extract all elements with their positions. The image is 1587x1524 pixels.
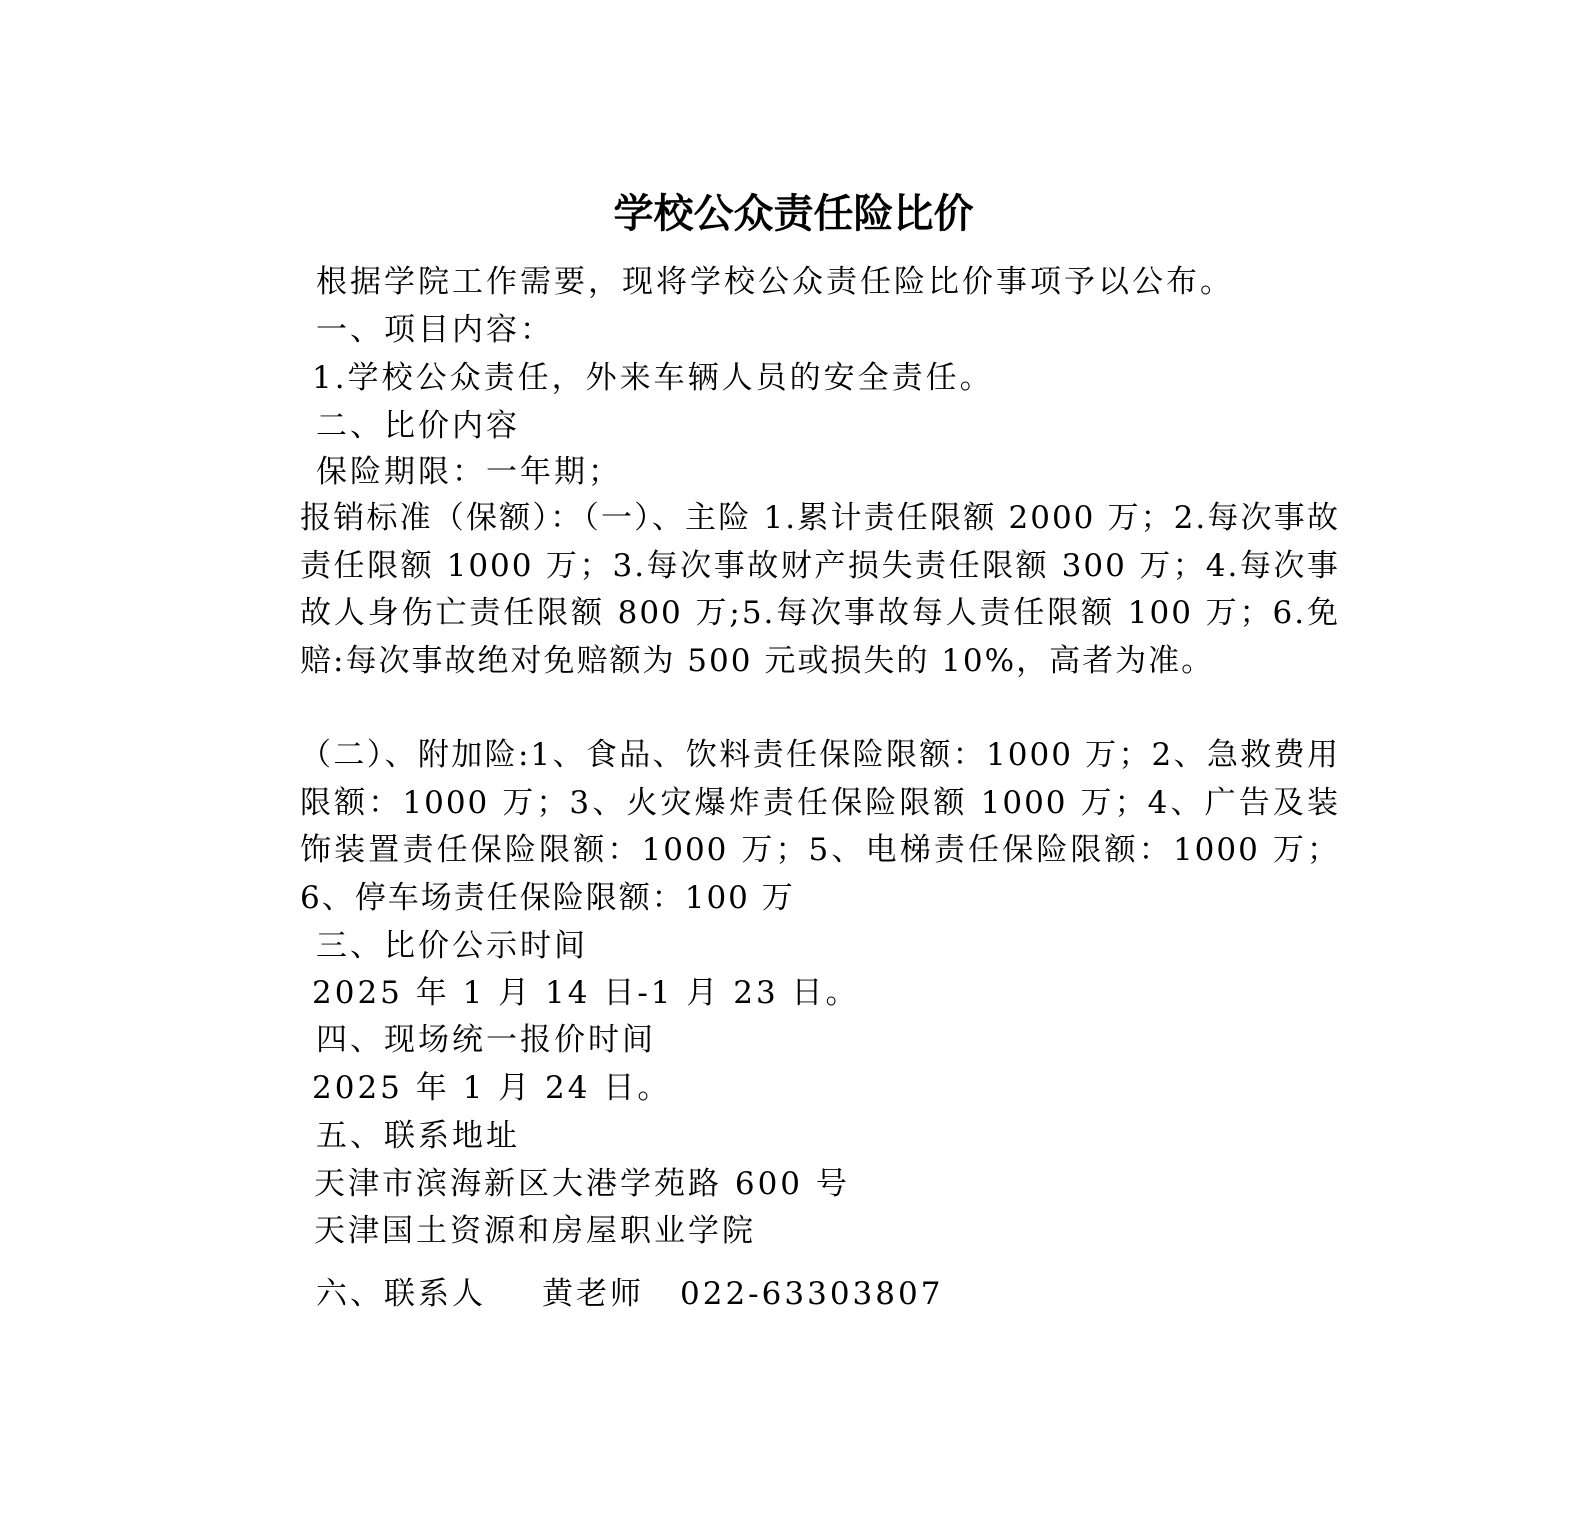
- section-1-heading: 一、项目内容：: [316, 312, 554, 348]
- section-1-item-1: 1.学校公众责任，外来车辆人员的安全责任。: [312, 360, 994, 396]
- intro-text: 根据学院工作需要，现将学校公众责任险比价事项予以公布。: [316, 264, 1234, 300]
- main-coverage-paragraph: 报销标准（保额）：（一）、主险 1.累计责任限额 2000 万；2.每次事故责任限额 1000 万；3.每次事故财产损失责任限额 300 万；4.每次事故人身伤亡责任限额 800 万;5.每次事故每人责任限额 100 万；6.免赔:每次事故绝对免赔额为 500 元或损失的 10%，高者为准。: [300, 500, 1340, 679]
- section-4-heading: 四、现场统一报价时间: [316, 1022, 656, 1058]
- section-5-heading: 五、联系地址: [316, 1118, 520, 1154]
- section-2-heading: 二、比价内容: [316, 408, 520, 444]
- contact-label: 六、联系人: [316, 1276, 486, 1312]
- document-title: 学校公众责任险比价: [613, 190, 974, 237]
- institution-name: 天津国土资源和房屋职业学院: [314, 1213, 756, 1249]
- additional-coverage-paragraph: （二）、附加险:1、食品、饮料责任保险限额：1000 万；2、急救费用限额：1000 万；3、火灾爆炸责任保险限额 1000 万；4、广告及装饰装置责任保险限额：1000 万；5、电梯责任保险限额：1000 万；6、停车场责任保险限额：100 万: [300, 737, 1340, 916]
- section-3-heading: 三、比价公示时间: [316, 928, 588, 964]
- contact-line: [316, 1270, 943, 1318]
- publicity-period: 2025 年 1 月 14 日-1 月 23 日。: [312, 975, 860, 1011]
- insurance-period: 保险期限：一年期；: [316, 454, 622, 490]
- contact-address: 天津市滨海新区大港学苑路 600 号: [314, 1166, 850, 1202]
- contact-person: 黄老师: [542, 1276, 644, 1312]
- contact-phone: 022-63303807: [680, 1276, 944, 1312]
- quote-date: 2025 年 1 月 24 日。: [312, 1070, 672, 1106]
